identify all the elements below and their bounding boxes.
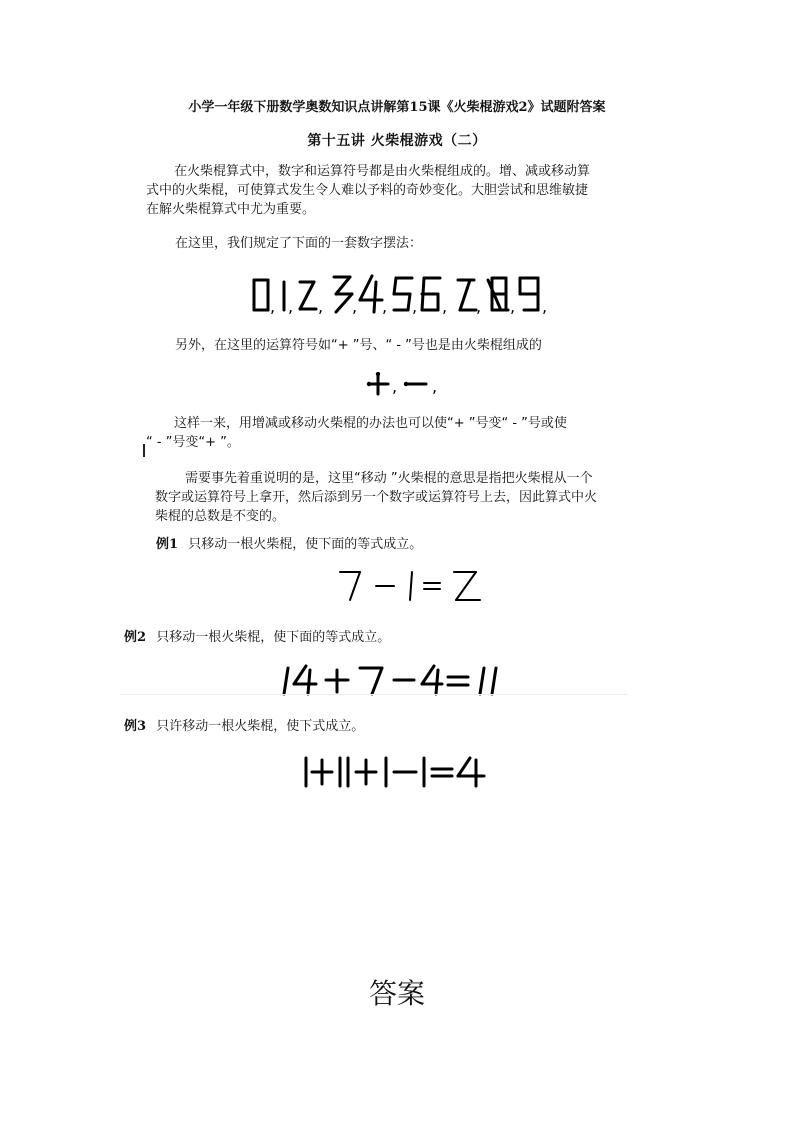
example-2: [124, 628, 390, 647]
example-label: 例2: [124, 630, 147, 645]
intro-line: 在火柴棍算式中，数字和运算符号都是由火柴棍组成的。增、减或移动算: [174, 164, 591, 179]
example-1: [156, 535, 422, 554]
note-line: 柴棍的总数是不变的。: [155, 509, 286, 524]
svg-text:,: ,: [318, 297, 324, 316]
digit-4: [422, 666, 442, 694]
equals-sign: [432, 769, 452, 776]
digit-7: [360, 668, 382, 694]
change-line: “ - ”号变“+ ”。: [146, 435, 240, 450]
digit-7: [340, 572, 360, 600]
lecture-title: 第十五讲 火柴棍游戏（二）: [307, 133, 487, 149]
text-cursor: [143, 444, 145, 457]
note-paragraph: [155, 469, 665, 526]
svg-text:,: ,: [412, 297, 418, 316]
digit-1: [410, 572, 412, 600]
intro-line: 在解火柴棍算式中尤为重要。: [146, 202, 316, 217]
svg-text:,: ,: [352, 297, 358, 316]
example-label: 例3: [124, 719, 147, 734]
note-line: 数字或运算符号上拿开，然后添到另一个数字或运算符号上去，因此算式中火: [155, 490, 598, 505]
example-text: 只移动一根火柴棍，使下面的等式成立。: [188, 537, 423, 552]
digits-intro: 在这里，我们规定了下面的一套数字摆法：: [175, 236, 423, 251]
change-paragraph: [146, 414, 656, 452]
example-3: [124, 717, 364, 736]
matchstick-digits-figure: [248, 272, 568, 320]
answer-heading: 答案: [368, 977, 425, 1010]
example-label: 例1: [156, 537, 179, 552]
change-line: 这样一来，用增减或移动火柴棍的办法也可以使“+ ”号变“ - ”号或使: [174, 416, 567, 431]
minus-sign: [404, 382, 426, 386]
example-1-equation: [336, 566, 492, 606]
example-2-equation: [280, 662, 506, 696]
note-line: 需要事先着重说明的是，这里“移动 ”火柴棍的意思是指把火柴棍从一个: [185, 471, 593, 486]
svg-text:,: ,: [432, 377, 438, 396]
digit-6: [422, 278, 440, 310]
svg-text:,: ,: [288, 297, 294, 316]
digit-7: [458, 280, 476, 310]
svg-text:,: ,: [270, 297, 276, 316]
digit-2: [300, 282, 316, 309]
digit-9: [520, 278, 538, 310]
digit-4: [458, 758, 484, 786]
digit-0: [254, 280, 268, 310]
example-3-equation: [300, 754, 490, 790]
number-11: [340, 758, 348, 786]
svg-text:,: ,: [392, 377, 398, 396]
example-text: 只许移动一根火柴棍，使下式成立。: [156, 719, 365, 734]
divider-line: [120, 694, 628, 695]
digit-4: [360, 276, 382, 312]
digit-5: [394, 278, 412, 310]
plus-sign: [312, 760, 332, 784]
svg-text:,: ,: [510, 297, 516, 316]
intro-paragraph: [146, 162, 666, 219]
equals-sign: [424, 583, 440, 589]
equals-sign: [448, 677, 468, 685]
number-14: [284, 666, 316, 694]
document-title: 小学一年级下册数学奥数知识点讲解第15课《火柴棍游戏2》试题附答案: [188, 100, 606, 115]
intro-line: 式中的火柴棍，可使算式发生令人难以予料的奇妙变化。大胆尝试和思维敏捷: [146, 183, 589, 198]
operators-intro: 另外，在这里的运算符号如“+ ”号、“ - ”号也是由火柴棍组成的: [175, 338, 542, 353]
matchstick-operators-figure: [366, 372, 446, 398]
digit-3: [334, 277, 352, 312]
plus-sign: [356, 760, 376, 784]
svg-text:,: ,: [542, 297, 548, 316]
digit-8: [488, 278, 508, 310]
svg-text:,: ,: [442, 297, 448, 316]
number-11: [480, 668, 496, 694]
example-text: 只移动一根火柴棍，使下面的等式成立。: [156, 630, 391, 645]
svg-text:,: ,: [382, 297, 388, 316]
plus-sign: [326, 670, 348, 692]
digit-2: [454, 572, 480, 600]
svg-text:,: ,: [476, 297, 482, 316]
plus-sign: [367, 372, 388, 394]
